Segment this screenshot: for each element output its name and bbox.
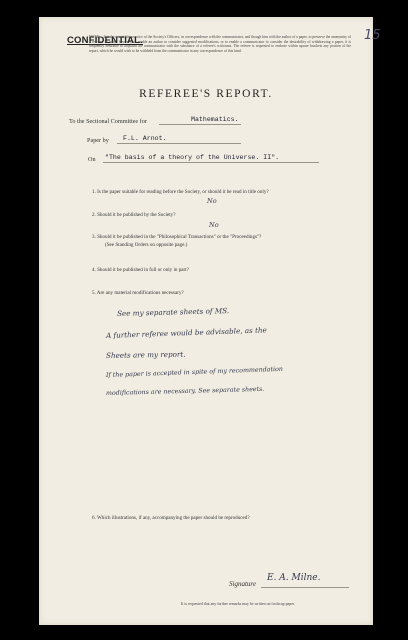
paper-by-rule: [117, 143, 241, 144]
question-3: 3. Should it be published in the "Philosophical Transactions" or the "Proceedings"?: [92, 234, 262, 240]
committee-value: Mathematics.: [191, 116, 239, 123]
comment-line-3: Sheets are my report.: [105, 349, 186, 360]
page-number: 15: [364, 28, 381, 43]
answer-2: No: [209, 221, 219, 229]
question-3-note: (See Standing Orders on opposite page.): [105, 242, 188, 248]
question-5: 5. Are any material modifications necessary?: [92, 290, 184, 296]
question-1: 1. Is the paper suitable for reading before the Society, or should it be read in title only?: [92, 189, 269, 195]
confidentiality-notice: NOTE.—It is the invariable practice of the Society's Officers, in correspondence with the communicator, and though him with the author of a paper, to preserve the anonymity of a referee. In order, however, to enable an author to consider suggested modifications, or to enable a communicator to consider the desirability of withdrawing a paper, it is frequently desirable to acquaint the communicator with the substance of a referee's criticisms. The referee is requested to endorse within square brackets any portion of the report, which he would wish to be withheld from the communicator in any correspondence of this kind.: [89, 35, 351, 53]
signature-rule: [261, 587, 349, 588]
referee-report-form: [39, 17, 381, 625]
report-title: REFEREE'S REPORT.: [139, 88, 273, 100]
comment-line-4: If the paper is accepted in spite of my recommendation: [105, 365, 284, 379]
comment-line-5: modifications are necessary. See separate sheets.: [105, 385, 265, 397]
signature-value: E. A. Milne.: [267, 573, 321, 583]
paper-by-label: Paper by: [87, 137, 109, 144]
question-6: 6. Which illustrations, if any, accompanying the paper should be reproduced?: [92, 515, 250, 521]
signature-label: Signature: [229, 580, 256, 588]
confidential-heading: CONFIDENTIAL.: [67, 35, 143, 46]
paper-by-value: F.L. Arnot.: [123, 135, 167, 142]
footer-note: It is requested that any further remarks may be written on foolscap paper.: [181, 602, 295, 606]
comment-line-1: See my separate sheets of MS.: [116, 306, 230, 318]
question-4: 4. Should it be published in full or only in part?: [92, 267, 189, 273]
committee-rule: [159, 124, 241, 125]
committee-label: To the Sectional Committee for: [69, 118, 147, 125]
question-2: 2. Should it be published by the Society?: [92, 212, 176, 218]
on-rule: [103, 162, 319, 163]
comment-line-2: A further referee would be advisable, as the: [105, 325, 267, 340]
answer-1: No: [207, 197, 217, 205]
on-value: "The basis of a theory of the Universe. II".: [105, 154, 280, 161]
on-label: On: [88, 156, 96, 163]
